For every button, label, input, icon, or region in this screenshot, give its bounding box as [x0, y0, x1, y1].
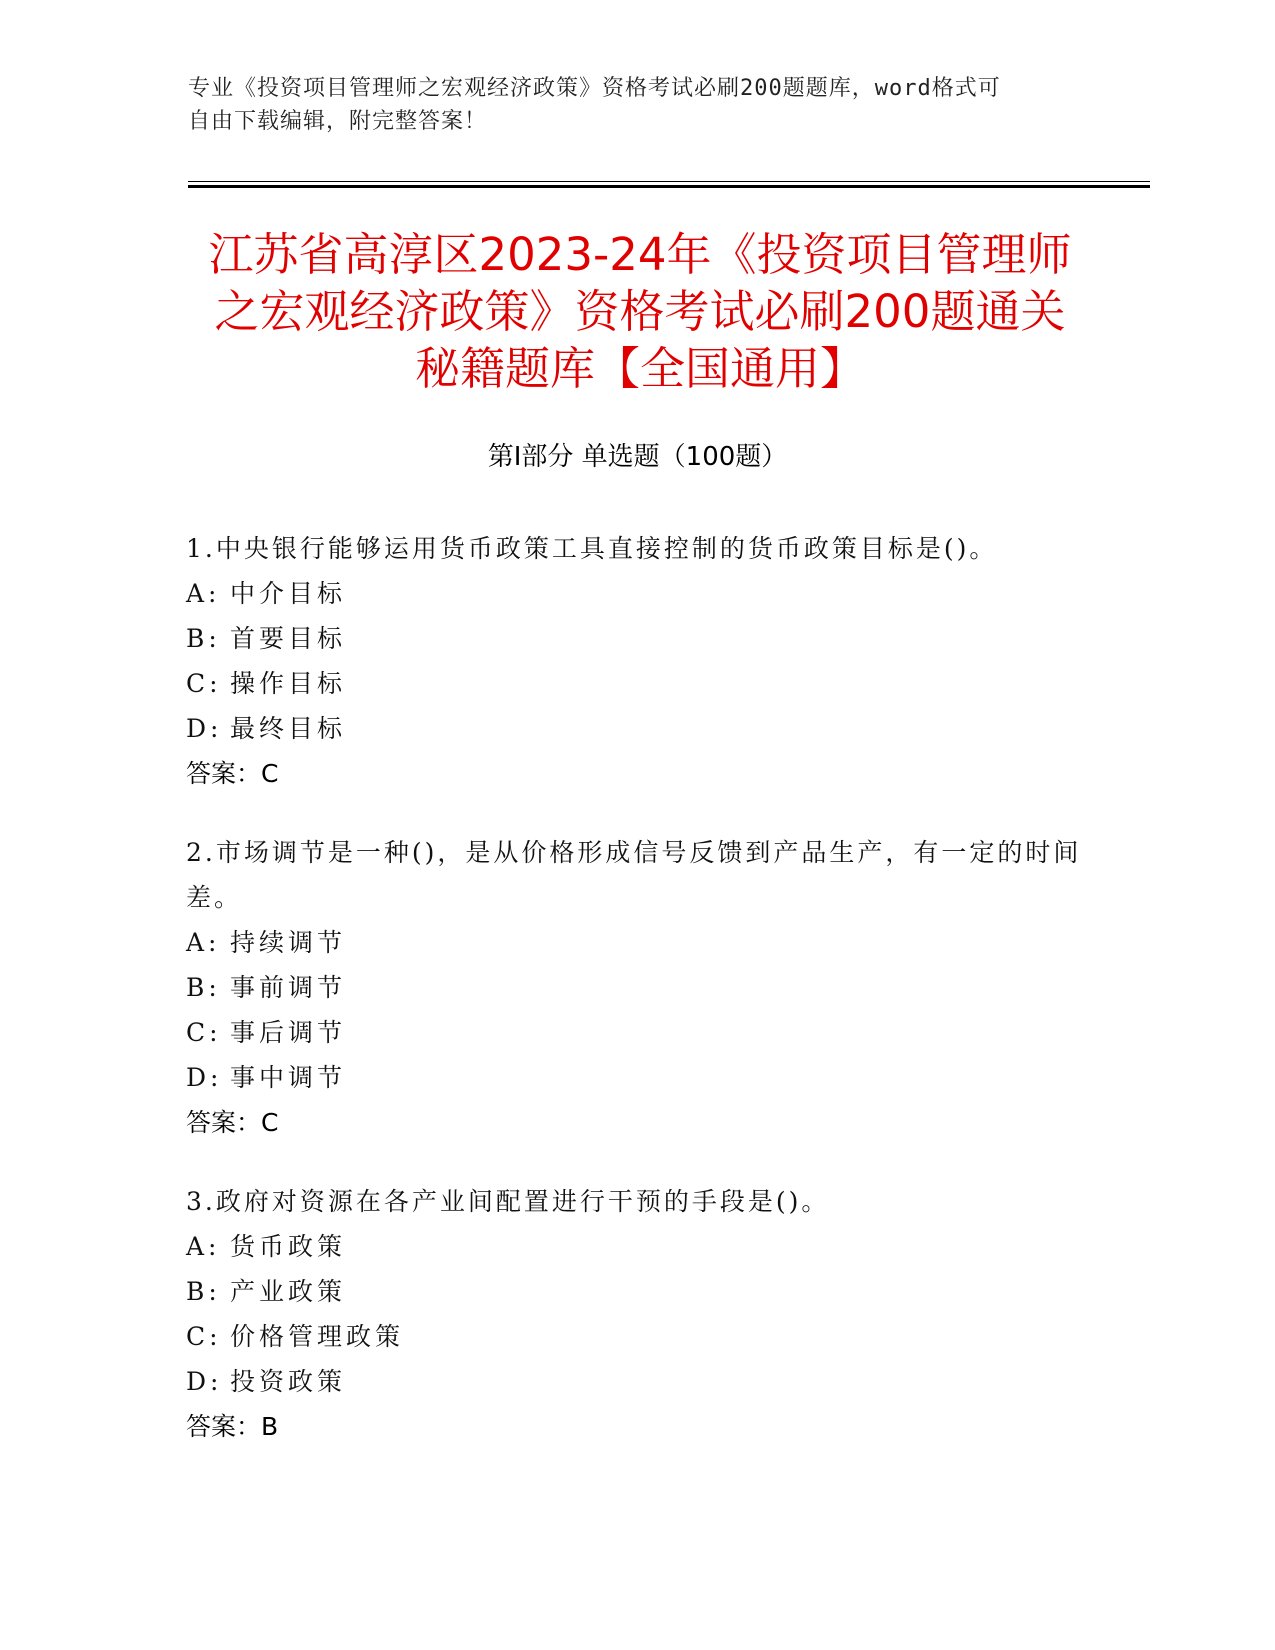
header-divider-thin — [188, 181, 1150, 182]
question-stem: 2.市场调节是一种()，是从价格形成信号反馈到产品生产，有一定的时间差。 — [186, 838, 1082, 912]
answer-label: 答案：C — [186, 1108, 279, 1137]
title-line3: 秘籍题库【全国通用】 — [414, 342, 865, 395]
answer-label: 答案：C — [186, 759, 279, 788]
option-text: 事后调节 — [230, 1018, 347, 1047]
question-list — [186, 526, 1086, 1483]
option-text: 货币政策 — [230, 1232, 347, 1261]
header-note-line1: 专业《投资项目管理师之宏观经济政策》资格考试必刷200题题库，word格式可 — [188, 76, 1001, 101]
question-2 — [186, 830, 1086, 1145]
option-letter: B: — [186, 624, 221, 653]
option-letter: C: — [186, 669, 222, 698]
title-line2: 之宏观经济政策》资格考试必刷200题通关 — [214, 285, 1066, 338]
header-note — [188, 72, 1068, 138]
option-text: 持续调节 — [230, 928, 347, 957]
option-d — [186, 706, 1086, 751]
header-note-line2: 自由下载编辑，附完整答案！ — [188, 109, 488, 134]
option-letter: B: — [186, 973, 221, 1002]
option-text: 最终目标 — [230, 714, 347, 743]
option-letter: D: — [186, 1063, 223, 1092]
option-b — [186, 616, 1086, 661]
option-a — [186, 571, 1086, 616]
option-a — [186, 1224, 1086, 1269]
document-title — [160, 226, 1120, 397]
option-letter: D: — [186, 714, 223, 743]
option-c — [186, 1010, 1086, 1055]
question-stem: 3.政府对资源在各产业间配置进行干预的手段是()。 — [186, 1187, 830, 1216]
option-d — [186, 1055, 1086, 1100]
option-letter: A: — [186, 1232, 221, 1261]
option-text: 事前调节 — [230, 973, 347, 1002]
option-letter: D: — [186, 1367, 223, 1396]
option-text: 事中调节 — [230, 1063, 347, 1092]
question-1 — [186, 526, 1086, 796]
option-letter: C: — [186, 1018, 222, 1047]
title-line1: 江苏省高淳区2023-24年《投资项目管理师 — [208, 228, 1072, 281]
option-d — [186, 1359, 1086, 1404]
option-text: 首要目标 — [230, 624, 347, 653]
header-divider-thick — [188, 185, 1150, 188]
option-c — [186, 661, 1086, 706]
option-text: 价格管理政策 — [230, 1322, 405, 1351]
question-3 — [186, 1179, 1086, 1449]
option-letter: B: — [186, 1277, 221, 1306]
option-a — [186, 920, 1086, 965]
option-letter: C: — [186, 1322, 222, 1351]
option-text: 中介目标 — [230, 579, 347, 608]
section-heading: 第Ⅰ部分 单选题（100题） — [487, 442, 788, 472]
option-b — [186, 965, 1086, 1010]
option-text: 投资政策 — [230, 1367, 347, 1396]
option-letter: A: — [186, 579, 221, 608]
question-stem: 1.中央银行能够运用货币政策工具直接控制的货币政策目标是()。 — [186, 534, 998, 563]
option-text: 操作目标 — [230, 669, 347, 698]
option-letter: A: — [186, 928, 221, 957]
option-b — [186, 1269, 1086, 1314]
option-c — [186, 1314, 1086, 1359]
answer-label: 答案：B — [186, 1412, 279, 1441]
option-text: 产业政策 — [230, 1277, 347, 1306]
